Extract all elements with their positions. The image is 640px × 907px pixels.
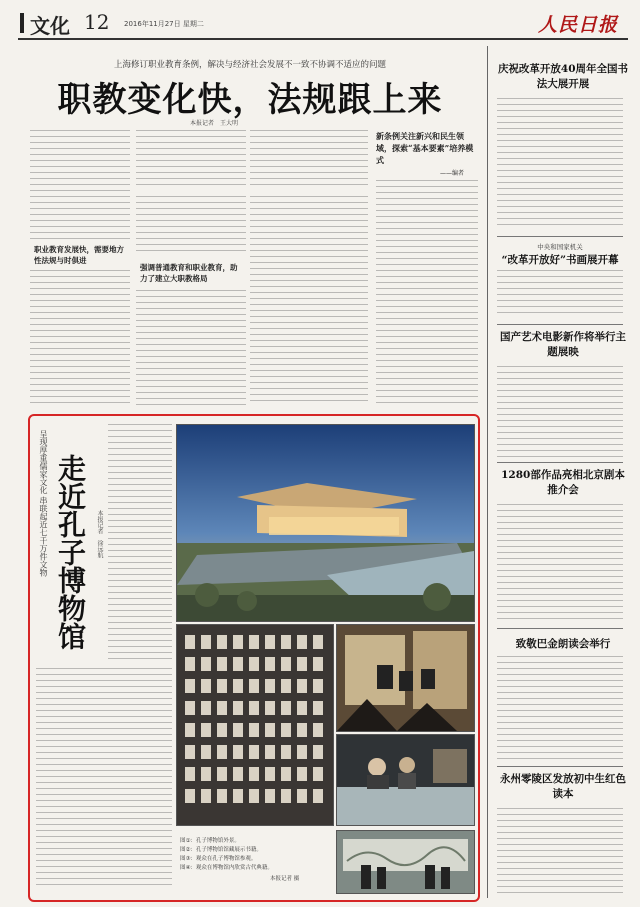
lead-text-5 [136, 196, 246, 256]
museum-exterior-illustration [177, 425, 474, 621]
feature-text-2 [36, 668, 172, 890]
display-case-photo [336, 734, 475, 826]
feature-text-1 [108, 424, 172, 664]
lead-text-2 [136, 130, 246, 190]
lead-byline: 本报记者 王大明 [190, 120, 239, 127]
display-case-illustration [337, 735, 474, 825]
right-rule-1 [497, 236, 623, 237]
masthead [18, 10, 628, 36]
feature-byline: 本报记者 徐远航 [96, 510, 103, 558]
page-number: 12 [84, 10, 110, 34]
lead-subhead-2: 强调普通教育和职业教育，助力了建立大职教格局 [140, 263, 238, 283]
right-rule-4 [497, 628, 623, 629]
column-divider [487, 46, 488, 898]
photo-credit: 本报记者 摄 [270, 876, 300, 882]
right-text-3 [497, 366, 623, 458]
right-headline-2: “改革开放好”书画展开幕 [501, 254, 619, 266]
right-kicker-2: 中央和国家机关 [537, 243, 583, 251]
feature-title: 走近孔子博物馆 [54, 454, 87, 650]
right-text-6 [497, 808, 623, 894]
right-text-1 [497, 98, 623, 226]
right-headline-5: 致敬巴金朗读会举行 [515, 638, 611, 650]
right-headline-6: 永州零陵区发放初中生红色读本 [500, 773, 626, 800]
section-name: 文化 [30, 14, 70, 38]
right-rule-5 [497, 766, 623, 767]
feature-deck: 呈现厚重儒家文化 串联起近七千万件文物 [39, 430, 48, 577]
lead-text-7 [250, 196, 368, 405]
caption-1: 图①：孔子博物馆外景。 [180, 838, 240, 844]
right-rule-3 [497, 462, 623, 463]
scroll-painting-illustration [337, 831, 474, 893]
caption-3: 图③：观众在孔子博物馆参观。 [180, 856, 257, 862]
paper-logo: 人民日报 [538, 14, 619, 36]
lead-headline: 职教变化快，法规跟上来 [57, 80, 443, 120]
right-headline-3: 国产艺术电影新作将举行主题展映 [500, 331, 626, 358]
right-headline-1: 庆祝改革开放40周年全国书法大展开展 [497, 63, 629, 90]
right-text-5 [497, 656, 623, 762]
right-headline-4: 1280部作品亮相北京剧本推介会 [501, 469, 625, 496]
lead-text-3 [250, 130, 368, 190]
caption-2: 图②：孔子博物馆馆藏展示书籍。 [180, 847, 262, 853]
visitors-photo [336, 624, 475, 732]
right-rule-2 [497, 324, 623, 325]
issue-date: 2016年11月27日 星期二 [124, 20, 204, 28]
lead-sidebar-text [376, 180, 478, 405]
book-wall-illustration [177, 625, 333, 825]
lead-sidebar-sign: ——编者 [440, 170, 465, 177]
scroll-painting-photo [336, 830, 475, 894]
lead-text-4 [30, 270, 130, 405]
right-text-2 [497, 270, 623, 318]
lead-text-6 [136, 290, 246, 405]
caption-4: 图④：观众在博物馆内欣赏古代典籍。 [180, 865, 273, 871]
masthead-rule [18, 38, 628, 40]
section-bar [20, 13, 24, 33]
lead-kicker: 上海修订职业教育条例，解决与经济社会发展不一致不协调不适应的问题 [113, 60, 386, 70]
book-wall-photo [176, 624, 334, 826]
lead-subhead-1: 职业教育发展快，需要地方性法规与时俱进 [34, 245, 124, 265]
visitors-illustration [337, 625, 474, 731]
lead-text-1 [30, 130, 130, 240]
museum-exterior-photo [176, 424, 475, 622]
lead-sidebar-title: 新条例关注新兴和民生领域，探索“基本要素”培养模式 [376, 131, 474, 165]
right-text-4 [497, 504, 623, 622]
